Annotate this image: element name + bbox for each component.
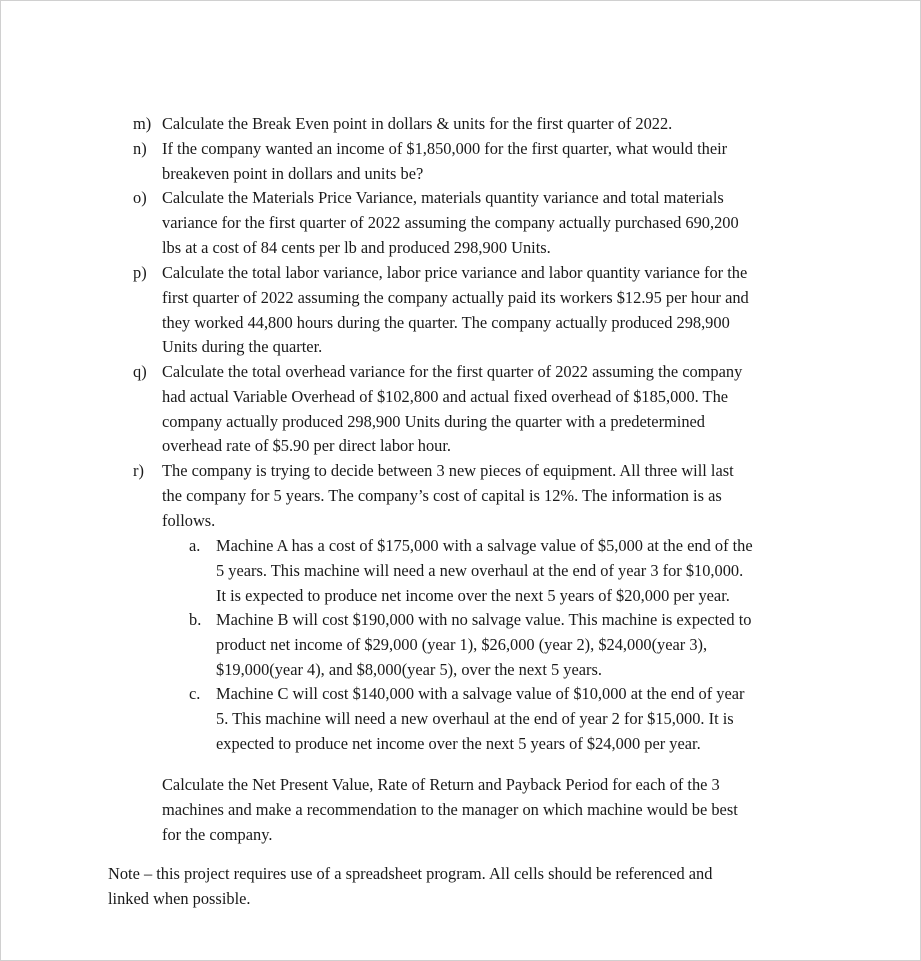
sub-item-label: b. — [189, 610, 202, 629]
text-line: Calculate the total overhead variance for the first quarter of 2022 assuming the company — [162, 362, 743, 381]
list-item-label: r) — [133, 461, 144, 480]
text-line: overhead rate of $5.90 per direct labor hour. — [162, 436, 451, 456]
text-line: variance for the first quarter of 2022 assuming the company actually purchased 690,200 — [162, 212, 739, 232]
text-line: company actually produced 298,900 Units during the quarter with a predetermined — [162, 411, 706, 431]
text-line: 5. This machine will need a new overhaul at the end of year 2 for $15,000. It is — [216, 708, 734, 728]
list-item-label: n) — [133, 139, 147, 158]
text-line: breakeven point in dollars and units be? — [162, 163, 424, 183]
list-item-label: o) — [133, 188, 147, 207]
sub-item-text — [216, 534, 816, 608]
text-line: Note – this project requires use of a spreadsheet program. All cells should be referenced and — [108, 864, 713, 883]
text-line: It is expected to produce net income over the next 5 years of $20,000 per year. — [216, 585, 730, 605]
text-line: Machine A has a cost of $175,000 with a salvage value of $5,000 at the end of the — [216, 536, 753, 555]
text-line: Units during the quarter. — [162, 337, 323, 357]
text-line: Calculate the total labor variance, labor price variance and labor quantity variance for the — [162, 263, 748, 282]
text-line: they worked 44,800 hours during the quarter. The company actually produced 298,900 — [162, 312, 730, 332]
list-item-text — [162, 459, 812, 533]
list-item-text — [162, 360, 812, 459]
text-line: Calculate the Materials Price Variance, materials quantity variance and total materials — [162, 188, 724, 207]
text-line: had actual Variable Overhead of $102,800 and actual fixed overhead of $185,000. The — [162, 386, 729, 406]
text-line: expected to produce net income over the next 5 years of $24,000 per year. — [216, 733, 701, 753]
sub-item-text — [216, 682, 816, 756]
text-line: lbs at a cost of 84 cents per lb and produced 298,900 Units. — [162, 237, 551, 257]
text-line: $19,000(year 4), and $8,000(year 5), over the next 5 years. — [216, 659, 602, 679]
text-line: If the company wanted an income of $1,850,000 for the first quarter, what would their — [162, 139, 728, 158]
text-line: machines and make a recommendation to the manager on which machine would be best — [162, 799, 738, 819]
list-item-text — [162, 186, 812, 260]
sub-item-text — [216, 608, 816, 682]
text-line: Calculate the Net Present Value, Rate of Return and Payback Period for each of the 3 — [162, 775, 720, 794]
list-item-label: m) — [133, 114, 152, 133]
text-line: linked when possible. — [108, 888, 251, 908]
text-line: Machine B will cost $190,000 with no salvage value. This machine is expected to — [216, 610, 752, 629]
sub-item-label: c. — [189, 684, 201, 703]
text-line: the company for 5 years. The company’s cost of capital is 12%. The information is as — [162, 485, 722, 505]
text-line: product net income of $29,000 (year 1), $26,000 (year 2), $24,000(year 3), — [216, 634, 708, 654]
text-line: first quarter of 2022 assuming the company actually paid its workers $12.95 per hour and — [162, 287, 749, 307]
list-item-label: q) — [133, 362, 147, 381]
text-line: follows. — [162, 510, 216, 530]
list-item-text — [162, 137, 812, 187]
list-item-text — [162, 112, 812, 137]
note-paragraph — [108, 862, 828, 912]
text-line: The company is trying to decide between 3 new pieces of equipment. All three will last — [162, 461, 734, 480]
text-line: 5 years. This machine will need a new overhaul at the end of year 3 for $10,000. — [216, 560, 744, 580]
text-line: Calculate the Break Even point in dollars & units for the first quarter of 2022. — [162, 114, 673, 133]
sub-item-label: a. — [189, 536, 201, 555]
text-line: Machine C will cost $140,000 with a salvage value of $10,000 at the end of year — [216, 684, 745, 703]
list-item-text — [162, 261, 812, 360]
instruction-paragraph — [162, 773, 842, 847]
text-line: for the company. — [162, 824, 273, 844]
list-item-label: p) — [133, 263, 147, 282]
